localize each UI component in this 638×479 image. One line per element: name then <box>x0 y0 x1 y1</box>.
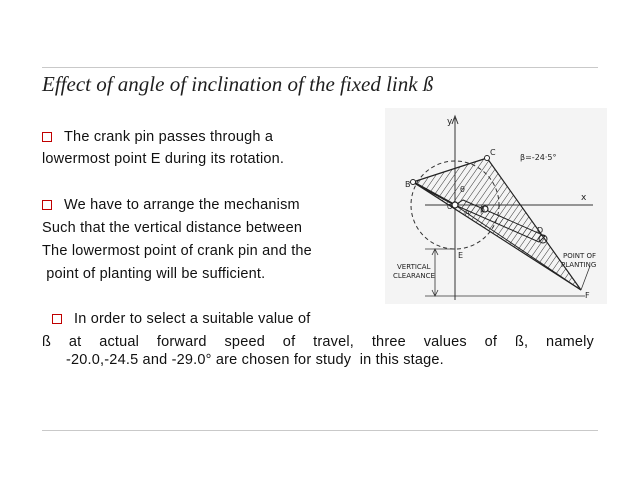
point-o-label: O <box>447 203 453 211</box>
point-of-planting-label-1: POINT OF <box>563 252 597 260</box>
axis-y-label: y <box>447 117 453 127</box>
checkbox-bullet-icon <box>52 314 62 324</box>
point-of-planting-label-2: PLANTING <box>561 261 597 269</box>
beta-angle-label: β <box>480 205 486 214</box>
bullet-1-line-2: lowermost point E during its rotation. <box>42 151 285 167</box>
bullet-2-line-4: point of planting will be sufficient. <box>42 266 266 282</box>
bullet-2-line-3: The lowermost point of crank pin and the <box>42 243 312 259</box>
bullet-1-line-1: The crank pin passes through a <box>42 128 273 147</box>
point-f-label: F <box>585 291 590 300</box>
mechanism-diagram <box>385 108 607 304</box>
vertical-clearance-label-1: VERTICAL <box>397 263 431 271</box>
bullet-3-line-3: -20.0,-24.5 and -29.0° are chosen for study in this stage. <box>66 352 444 368</box>
bullet-2-line-2: Such that the vertical distance between <box>42 220 303 236</box>
axis-x-label: x <box>581 193 587 203</box>
checkbox-bullet-icon <box>42 200 52 210</box>
point-a-label: A <box>465 209 470 217</box>
bottom-divider <box>42 430 598 431</box>
point-d-label: D <box>537 226 544 235</box>
bullet-3-line-1: In order to select a suitable value of <box>52 310 311 329</box>
checkbox-bullet-icon <box>42 132 52 142</box>
theta-label: θ <box>460 185 465 194</box>
slide-title: Effect of angle of inclination of the fixed link ß <box>42 72 434 96</box>
point-b-label: B <box>405 180 411 189</box>
point-c-label: C <box>490 148 496 157</box>
point-e-label: E <box>458 251 464 260</box>
bullet-3-line-2: ß at actual forward speed of travel, three values of ß, namely <box>42 334 594 350</box>
top-divider <box>42 67 598 68</box>
bullet-2-line-1: We have to arrange the mechanism <box>42 196 300 215</box>
vertical-clearance-label-2: CLEARANCE <box>393 272 435 280</box>
beta-value-label: β=-24·5° <box>520 153 557 162</box>
